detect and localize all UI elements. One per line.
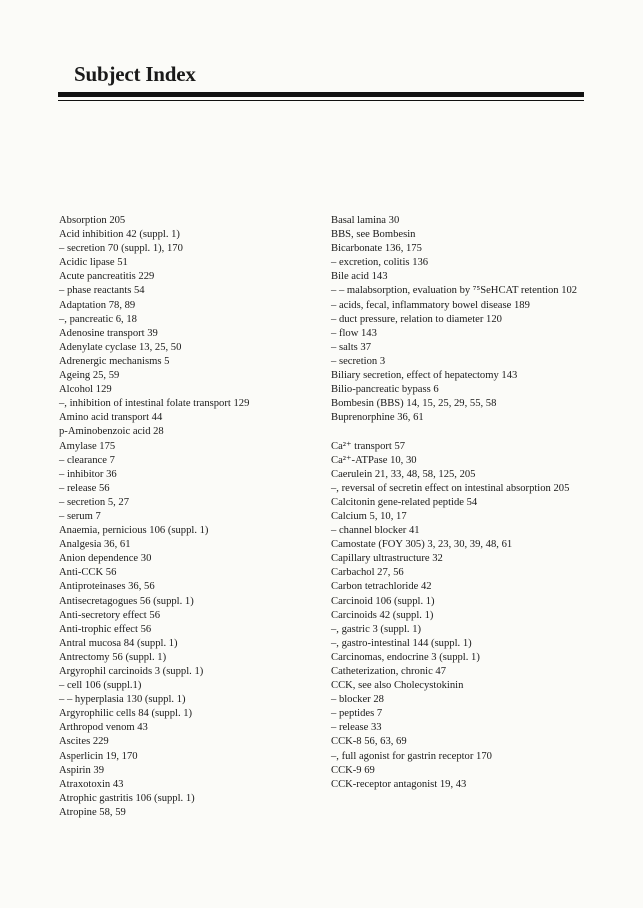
index-entry: –, pancreatic 6, 18 bbox=[59, 313, 137, 325]
index-entry: Bilio-pancreatic bypass 6 bbox=[331, 384, 439, 396]
index-entry: – secretion 3 bbox=[331, 355, 386, 367]
index-entry: Anti-CCK 56 bbox=[59, 567, 117, 579]
index-entry: –, gastric 3 (suppl. 1) bbox=[331, 623, 422, 635]
index-entry: Calcium 5, 10, 17 bbox=[331, 510, 407, 522]
index-entry: CCK, see also Cholecystokinin bbox=[331, 680, 464, 692]
index-entry: – cell 106 (suppl.1) bbox=[59, 680, 142, 692]
title-rule-thin bbox=[58, 100, 584, 101]
index-entry: – release 33 bbox=[331, 722, 382, 734]
index-entry: – blocker 28 bbox=[331, 694, 384, 706]
index-entry: – clearance 7 bbox=[59, 454, 115, 466]
index-entry: –, full agonist for gastrin receptor 170 bbox=[331, 750, 492, 762]
index-entry: – – hyperplasia 130 (suppl. 1) bbox=[59, 694, 186, 706]
index-entry: Atraxotoxin 43 bbox=[59, 778, 124, 790]
index-entry: Atrophic gastritis 106 (suppl. 1) bbox=[59, 792, 195, 804]
index-entry: Antisecretagogues 56 (suppl. 1) bbox=[59, 595, 194, 607]
index-entry: Bicarbonate 136, 175 bbox=[331, 243, 422, 255]
index-entry: – inhibitor 36 bbox=[59, 468, 117, 480]
index-entry: – secretion 70 (suppl. 1), 170 bbox=[59, 243, 183, 255]
index-column-right bbox=[331, 214, 596, 792]
index-entry: Ca²⁺-ATPase 10, 30 bbox=[331, 454, 417, 466]
index-entry: Bombesin (BBS) 14, 15, 25, 29, 55, 58 bbox=[331, 398, 497, 410]
index-entry: Bile acid 143 bbox=[331, 271, 388, 283]
index-entry: Capillary ultrastructure 32 bbox=[331, 553, 443, 565]
index-entry: –, gastro-intestinal 144 (suppl. 1) bbox=[331, 637, 472, 649]
index-entry: Ageing 25, 59 bbox=[59, 370, 120, 382]
index-entry: CCK-8 56, 63, 69 bbox=[331, 736, 407, 748]
index-entry: Calcitonin gene-related peptide 54 bbox=[331, 496, 478, 508]
index-entry: – – malabsorption, evaluation by ⁷⁵SeHCAT retention 102 bbox=[331, 285, 578, 297]
index-entry: BBS, see Bombesin bbox=[331, 229, 416, 241]
index-spacer bbox=[331, 425, 596, 439]
index-entry: – excretion, colitis 136 bbox=[331, 257, 429, 269]
index-entry: Analgesia 36, 61 bbox=[59, 539, 131, 551]
index-entry: Alcohol 129 bbox=[59, 384, 112, 396]
title-rule-thick bbox=[58, 92, 584, 97]
index-entry: Atropine 58, 59 bbox=[59, 806, 126, 818]
index-entry: – phase reactants 54 bbox=[59, 285, 145, 297]
index-entry: Adenylate cyclase 13, 25, 50 bbox=[59, 341, 182, 353]
index-entry: Antral mucosa 84 (suppl. 1) bbox=[59, 637, 178, 649]
index-entry: CCK-9 69 bbox=[331, 764, 375, 776]
index-entry: Anti-trophic effect 56 bbox=[59, 623, 152, 635]
index-entry: Absorption 205 bbox=[59, 215, 126, 226]
index-entry: Aspirin 39 bbox=[59, 764, 105, 776]
index-entry: CCK-receptor antagonist 19, 43 bbox=[331, 778, 467, 790]
index-entry: Carcinoid 106 (suppl. 1) bbox=[331, 595, 435, 607]
index-entry: Buprenorphine 36, 61 bbox=[331, 412, 424, 424]
index-entry: – duct pressure, relation to diameter 120 bbox=[331, 313, 502, 325]
index-column-left bbox=[59, 214, 304, 820]
index-entry: – salts 37 bbox=[331, 341, 372, 353]
index-entry: Anaemia, pernicious 106 (suppl. 1) bbox=[59, 525, 209, 537]
page-title: Subject Index bbox=[74, 62, 196, 86]
index-entry: Anti-secretory effect 56 bbox=[59, 609, 160, 621]
index-entry: Ca²⁺ transport 57 bbox=[331, 440, 406, 452]
index-entry: –, reversal of secretin effect on intestinal absorption 205 bbox=[331, 482, 570, 494]
index-entry: Carbachol 27, 56 bbox=[331, 567, 404, 579]
index-entry: Asperlicin 19, 170 bbox=[59, 750, 138, 762]
index-entry: –, inhibition of intestinal folate transport 129 bbox=[59, 398, 250, 410]
index-entry: Argyrophil carcinoids 3 (suppl. 1) bbox=[59, 666, 204, 677]
index-entry: Acute pancreatitis 229 bbox=[59, 271, 155, 283]
index-entry: Caerulein 21, 33, 48, 58, 125, 205 bbox=[331, 468, 476, 480]
index-entry: Carcinomas, endocrine 3 (suppl. 1) bbox=[331, 651, 480, 663]
index-entry: Argyrophilic cells 84 (suppl. 1) bbox=[59, 708, 193, 720]
index-entry: Antrectomy 56 (suppl. 1) bbox=[59, 651, 167, 663]
index-entry: – acids, fecal, inflammatory bowel disease 189 bbox=[331, 299, 530, 311]
index-entry: Adenosine transport 39 bbox=[59, 327, 158, 339]
index-entry: – flow 143 bbox=[331, 327, 377, 339]
index-entry: Carbon tetrachloride 42 bbox=[331, 581, 432, 593]
index-entry: Carcinoids 42 (suppl. 1) bbox=[331, 609, 434, 621]
index-entry: Basal lamina 30 bbox=[331, 215, 400, 226]
index-entry: Biliary secretion, effect of hepatectomy 143 bbox=[331, 370, 518, 382]
index-entry: Adrenergic mechanisms 5 bbox=[59, 355, 170, 367]
index-entry: Acidic lipase 51 bbox=[59, 257, 128, 269]
index-entry: p-Aminobenzoic acid 28 bbox=[59, 426, 164, 438]
index-entry: – peptides 7 bbox=[331, 708, 383, 720]
index-entry: Amino acid transport 44 bbox=[59, 412, 163, 424]
index-entry: – release 56 bbox=[59, 482, 110, 494]
index-entry: Ascites 229 bbox=[59, 736, 109, 748]
index-entry: – channel blocker 41 bbox=[331, 525, 420, 537]
index-entry: Antiproteinases 36, 56 bbox=[59, 581, 155, 593]
index-entry: Camostate (FOY 305) 3, 23, 30, 39, 48, 61 bbox=[331, 539, 513, 551]
index-entry: Arthropod venom 43 bbox=[59, 722, 148, 734]
index-entry: Anion dependence 30 bbox=[59, 553, 152, 565]
index-entry: Amylase 175 bbox=[59, 440, 116, 452]
index-entry: Catheterization, chronic 47 bbox=[331, 666, 447, 677]
index-entry: – secretion 5, 27 bbox=[59, 496, 130, 508]
index-entry: Adaptation 78, 89 bbox=[59, 299, 136, 311]
index-entry: Acid inhibition 42 (suppl. 1) bbox=[59, 229, 180, 241]
index-entry: – serum 7 bbox=[59, 510, 101, 522]
